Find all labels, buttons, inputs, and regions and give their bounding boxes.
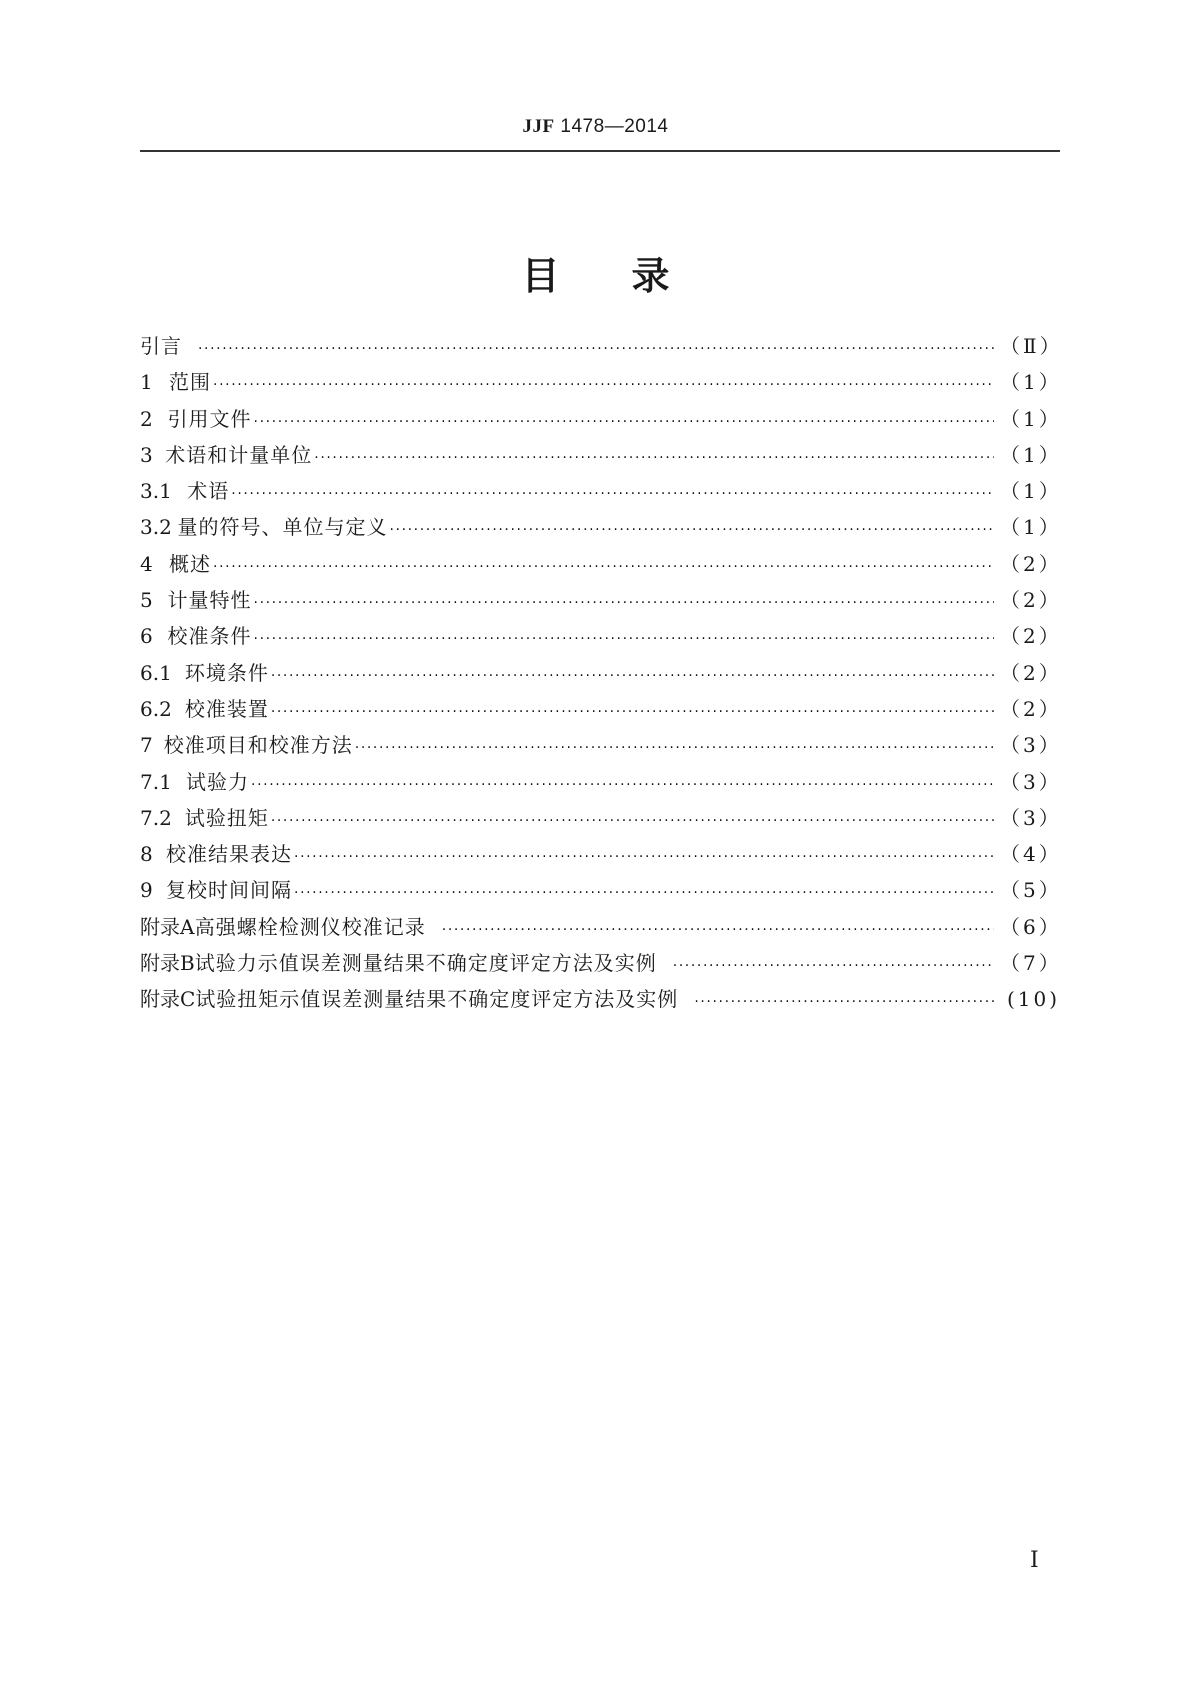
toc-number: 4 (140, 551, 153, 576)
toc-number: 7.2 (140, 805, 172, 830)
toc-number: 6.2 (140, 696, 172, 721)
dot-leader (673, 958, 994, 974)
toc-page: （1） (1000, 442, 1062, 467)
toc-page: （3） (1000, 733, 1062, 758)
toc-entry-3-2[interactable] (140, 511, 1060, 547)
toc-label: 校准结果表达 (166, 842, 293, 867)
toc-entry-5[interactable] (140, 584, 1060, 620)
toc-number: 附录A (140, 914, 195, 939)
toc-label: 范围 (169, 370, 212, 395)
toc-label: 复校时间间隔 (166, 878, 293, 903)
toc-page: （1） (1000, 370, 1062, 395)
toc-page: （4） (1000, 842, 1062, 867)
toc-label: 校准装置 (184, 696, 269, 721)
toc-number: 3 (140, 442, 153, 467)
toc-number: 5 (140, 588, 153, 613)
dot-leader (271, 668, 994, 684)
toc-page: （Ⅱ） (1000, 334, 1063, 358)
toc-entry-6-1[interactable] (140, 657, 1060, 693)
dot-leader (389, 522, 994, 538)
dot-leader (231, 486, 994, 502)
toc-number: 附录B (140, 951, 195, 976)
toc-number: 6.1 (140, 660, 172, 685)
toc-number: 2 (140, 406, 153, 431)
toc-page: （2） (1000, 588, 1062, 613)
toc-page: （1） (1000, 479, 1062, 504)
dot-leader (254, 631, 994, 647)
standard-number: 1478—2014 (560, 116, 669, 137)
dot-leader (254, 414, 994, 430)
toc-entry-6[interactable] (140, 620, 1060, 656)
toc-entry-2[interactable] (140, 403, 1060, 439)
toc-page: （7） (1000, 951, 1062, 976)
toc-label: 试验扭矩示值误差测量结果不确定度评定方法及实例 (195, 987, 679, 1012)
toc-label: 计量特性 (167, 588, 252, 613)
page-number: Ⅰ (1030, 1548, 1039, 1573)
toc-entry-appendix-c[interactable] (140, 983, 1060, 1019)
toc-entry-3[interactable] (140, 439, 1060, 475)
toc-number: 1 (140, 370, 153, 395)
dot-leader (314, 450, 994, 466)
toc-page: （6） (1000, 914, 1062, 939)
toc-entry-6-2[interactable] (140, 693, 1060, 729)
toc-label: 量的符号、单位与定义 (177, 515, 388, 540)
toc-page: （3） (1000, 769, 1062, 794)
toc-entry-7-2[interactable] (140, 802, 1060, 838)
toc-number: 3.1 (140, 479, 172, 504)
toc-label: 环境条件 (184, 660, 269, 685)
page-title: 目录 (521, 254, 742, 298)
toc-page: （3） (1000, 805, 1062, 830)
toc-page: （2） (1000, 551, 1062, 576)
toc-label: 校准条件 (167, 624, 252, 649)
toc-entry-7[interactable] (140, 729, 1060, 765)
toc-number: 7.1 (140, 769, 172, 794)
dot-leader (271, 704, 994, 720)
table-of-contents (140, 330, 1063, 1020)
toc-entry-appendix-b[interactable] (140, 947, 1060, 983)
toc-label: 术语 (187, 479, 230, 504)
toc-page: （2） (1000, 660, 1062, 685)
dot-leader (213, 559, 994, 575)
toc-entry-4[interactable] (140, 548, 1060, 584)
dot-leader (213, 377, 994, 393)
toc-page: (10) (1006, 987, 1060, 1012)
standard-prefix: JJF (522, 116, 555, 137)
toc-label: 引言 (140, 334, 182, 358)
dot-leader (694, 994, 994, 1010)
dot-leader (294, 885, 994, 901)
toc-entry-introduction[interactable] (140, 330, 1063, 366)
toc-page: （2） (1000, 696, 1062, 721)
toc-label: 高强螺栓检测仪校准记录 (194, 914, 426, 939)
toc-page: （5） (1000, 878, 1062, 903)
toc-page: （1） (1000, 515, 1062, 540)
toc-page: （1） (1000, 406, 1062, 431)
dot-leader (254, 595, 994, 611)
toc-entry-3-1[interactable] (140, 475, 1060, 511)
toc-entry-8[interactable] (140, 838, 1060, 874)
toc-number: 9 (140, 878, 153, 903)
toc-entry-appendix-a[interactable] (140, 911, 1060, 947)
document-header (0, 116, 1191, 138)
toc-label: 概述 (169, 551, 212, 576)
dot-leader (442, 922, 994, 938)
toc-label: 试验力 (186, 769, 250, 794)
toc-label: 试验扭矩 (184, 805, 269, 830)
toc-entry-1[interactable] (140, 366, 1060, 402)
dot-leader (355, 740, 994, 756)
dot-leader (198, 341, 994, 357)
toc-label: 试验力示值误差测量结果不确定度评定方法及实例 (194, 951, 657, 976)
dot-leader (271, 813, 994, 829)
toc-label: 引用文件 (167, 406, 252, 431)
toc-entry-7-1[interactable] (140, 766, 1060, 802)
toc-number: 3.2 (140, 515, 172, 540)
dot-leader (251, 777, 994, 793)
header-rule (140, 150, 1060, 152)
toc-number: 7 (140, 733, 153, 758)
toc-number: 附录C (140, 987, 196, 1012)
dot-leader (294, 849, 994, 865)
toc-entry-9[interactable] (140, 874, 1060, 910)
toc-number: 8 (140, 842, 153, 867)
toc-label: 校准项目和校准方法 (163, 733, 353, 758)
toc-label: 术语和计量单位 (165, 442, 313, 467)
toc-number: 6 (140, 624, 153, 649)
toc-page: （2） (1000, 624, 1062, 649)
